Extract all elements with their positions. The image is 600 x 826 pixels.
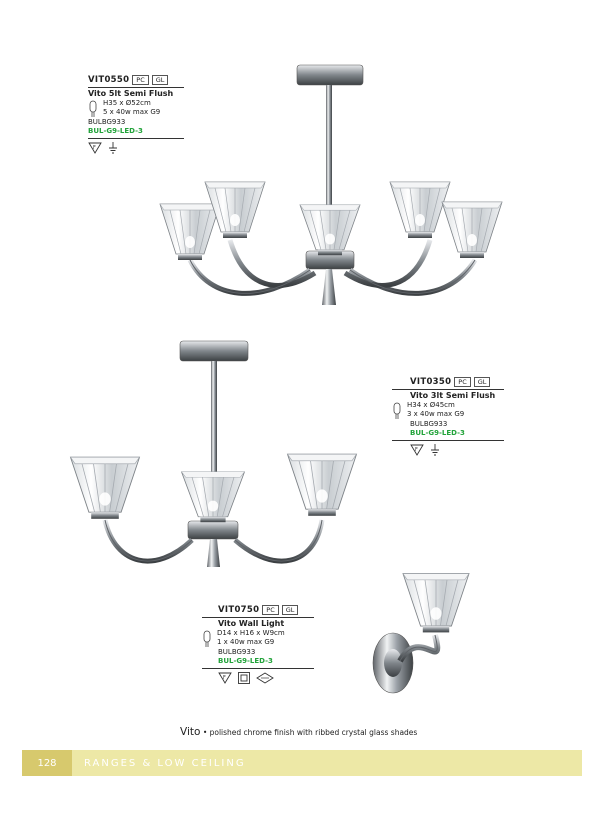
spec-block-vit0750 — [202, 605, 314, 684]
double-insulated-icon — [238, 672, 250, 684]
page-number: 128 — [22, 750, 72, 776]
dimensions: H35 x Ø52cm — [103, 99, 151, 107]
finish-tag: PC — [454, 377, 470, 387]
center-hub — [188, 521, 238, 539]
range-name: Vito — [180, 726, 201, 738]
divider — [392, 389, 504, 390]
glass-shade — [300, 205, 360, 255]
product-code: VIT0750 — [218, 604, 260, 615]
f-mark-icon — [218, 672, 232, 684]
dimensions: H34 x Ø45cm — [407, 401, 455, 409]
svg-text:F: F — [415, 447, 418, 453]
finish-tag: GL — [152, 75, 169, 85]
lamp-spec: 3 x 40w max G9 — [407, 410, 465, 418]
dimensions: D14 x H16 x W9cm — [217, 629, 285, 637]
dimmable-icon — [256, 672, 274, 684]
g9-bulb-icon — [202, 630, 212, 648]
glass-shade — [71, 457, 140, 519]
ceiling-plate — [180, 341, 248, 361]
finish-tag: GL — [282, 605, 299, 615]
glass-shade — [390, 182, 450, 238]
led-code: BUL-G9-LED-3 — [218, 657, 273, 665]
page-footer — [22, 750, 582, 776]
product-code: VIT0350 — [410, 376, 452, 387]
glass-shade — [288, 454, 357, 516]
vit0350-product-image — [60, 335, 360, 580]
product-name: Vito Wall Light — [218, 619, 285, 628]
spec-block-vit0350 — [392, 377, 504, 456]
divider — [392, 440, 504, 441]
bulb-code: BULBG933 — [218, 648, 256, 656]
glass-shade — [442, 202, 502, 258]
svg-text:F: F — [93, 145, 96, 151]
finish-tag: PC — [132, 75, 148, 85]
earth-icon — [430, 444, 440, 456]
lamp-spec: 5 x 40w max G9 — [103, 108, 161, 116]
product-name: Vito 5lt Semi Flush — [88, 89, 174, 98]
divider — [202, 668, 314, 669]
hub-finial — [207, 539, 220, 567]
svg-text:F: F — [223, 675, 226, 681]
bulb-code: BULBG933 — [88, 118, 126, 126]
led-code: BUL-G9-LED-3 — [88, 127, 143, 135]
ceiling-plate — [297, 65, 363, 85]
earth-icon — [108, 142, 118, 154]
finish-tag: GL — [474, 377, 491, 387]
bulb-code: BULBG933 — [410, 420, 448, 428]
glass-shade — [205, 182, 265, 238]
vit0550-product-image — [150, 55, 510, 315]
lamp-spec: 1 x 40w max G9 — [217, 638, 275, 646]
hub-finial — [322, 269, 336, 305]
led-code: BUL-G9-LED-3 — [410, 429, 465, 437]
vit0750-product-image — [360, 565, 480, 705]
section-title: RANGES & LOW CEILING — [84, 757, 246, 769]
finish-tag: PC — [262, 605, 278, 615]
product-code: VIT0550 — [88, 74, 130, 85]
g9-bulb-icon — [88, 100, 98, 118]
f-mark-icon — [88, 142, 102, 154]
glass-shade — [182, 472, 245, 522]
glass-shade — [160, 204, 220, 260]
f-mark-icon — [410, 444, 424, 456]
range-description: • polished chrome finish with ribbed crystal glass shades — [202, 728, 418, 737]
divider — [202, 617, 314, 618]
g9-bulb-icon — [392, 402, 402, 420]
glass-shade — [403, 574, 469, 633]
range-caption — [180, 726, 417, 738]
product-name: Vito 3lt Semi Flush — [410, 391, 496, 400]
